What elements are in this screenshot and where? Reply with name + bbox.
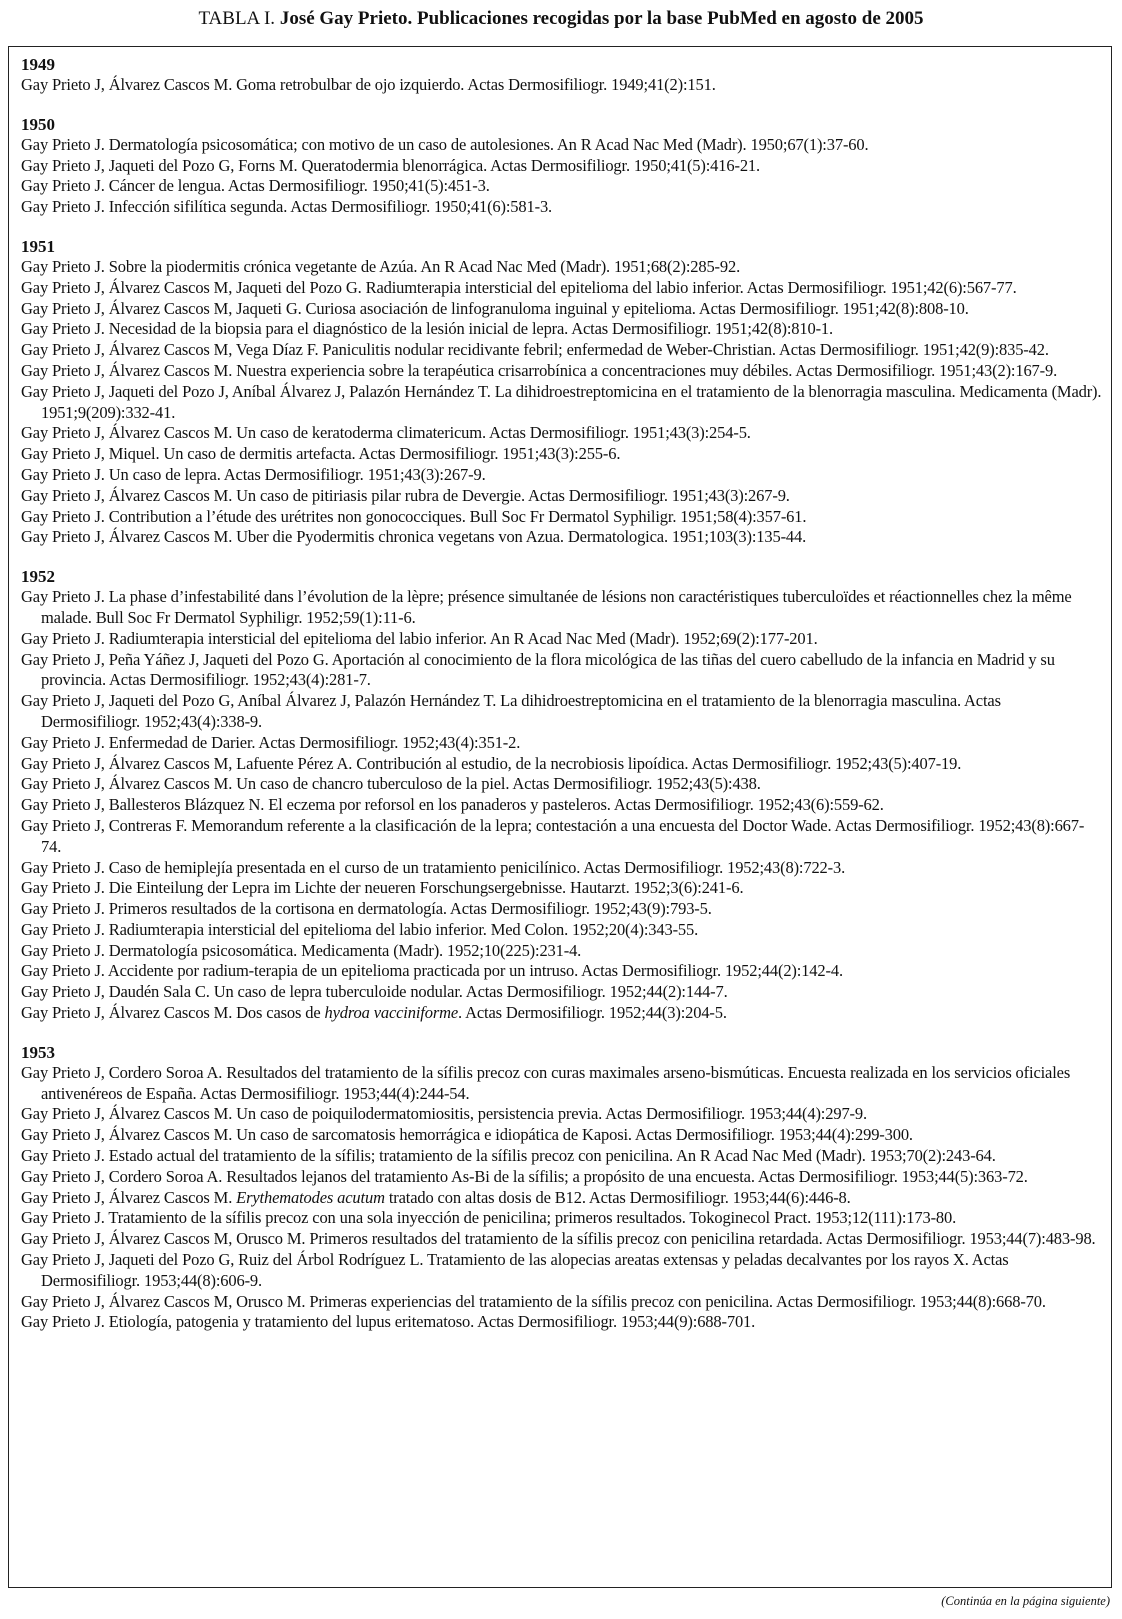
entry-text: Gay Prieto J. Tratamiento de la sífilis precoz con una sola inyección de penicilina; primeros resultados. Tokoginecol Pract. 1953;12(111):173-80. (21, 1208, 957, 1228)
publication-entry (21, 135, 1103, 156)
entry-text: Gay Prieto J, Álvarez Cascos M. Un caso de sarcomatosis hemorrágica e idiopática de Kaposi. Actas Dermosifiliogr. 1953;44(4):299-300. (21, 1125, 913, 1145)
publication-entry (21, 1250, 1103, 1292)
publication-entry (21, 1104, 1103, 1125)
entry-text: Gay Prieto J. Necesidad de la biopsia para el diagnóstico de la lesión inicial de lepra. Actas Dermosifiliogr. 1951;42(8):810-1. (21, 319, 833, 339)
publication-entry (21, 156, 1103, 177)
publication-entry (21, 795, 1103, 816)
publication-entry (21, 1292, 1103, 1313)
italic-term: hydroa vacciniforme (324, 1003, 459, 1023)
table-title (0, 6, 1122, 32)
entry-text: . Actas Dermosifiliogr. 1952;44(3):204-5. (458, 1003, 727, 1023)
publication-entry (21, 629, 1103, 650)
entry-text: Gay Prieto J, Jaqueti del Pozo J, Aníbal Álvarez J, Palazón Hernández T. La dihidroestreptomicina en el tratamiento de la blenorragia masculina. Medicamenta (Madr). 1951;9(209):332-41. (21, 381, 1102, 422)
year-section-1952 (21, 567, 1103, 1024)
entry-text: Gay Prieto J, Álvarez Cascos M, Vega Díaz F. Paniculitis nodular recidivante febril; enfermedad de Weber-Christian. Actas Dermosifiliogr. 1951;42(9):835-42. (21, 340, 1049, 360)
year-heading: 1952 (21, 567, 55, 587)
entry-text: Gay Prieto J, Cordero Soroa A. Resultados del tratamiento de la sífilis precoz con curas maximales arseno-bismúticas. Encuesta realizada en los servicios oficiales antivenéreos de España. Actas Dermosifiliogr. 1953;44(4):244-54. (21, 1062, 1071, 1103)
entry-text: Gay Prieto J. Radiumterapia intersticial del epitelioma del labio inferior. An R Acad Nac Med (Madr). 1952;69(2):177-201. (21, 628, 818, 648)
publication-entry (21, 423, 1103, 444)
entry-text: Gay Prieto J. Caso de hemiplejía presentada en el curso de un tratamiento penicilínico. Actas Dermosifiliogr. 1952;43(8):722-3. (21, 857, 846, 877)
year-section-1950 (21, 115, 1103, 218)
entry-text: Gay Prieto J. Infección sifilítica segunda. Actas Dermosifiliogr. 1950;41(6):581-3. (21, 197, 553, 217)
year-heading: 1951 (21, 236, 55, 256)
table-caption: José Gay Prieto. Publicaciones recogidas por la base PubMed en agosto de 2005 (279, 8, 924, 29)
publication-entry (21, 382, 1103, 424)
publication-entry (21, 75, 1103, 96)
entry-text: Gay Prieto J, Jaqueti del Pozo G, Aníbal Álvarez J, Palazón Hernández T. La dihidroestreptomicina en el tratamiento de la blenorragia masculina. Actas Dermosifiliogr. 1952;43(4):338-9. (21, 691, 1001, 731)
publication-entry (21, 1125, 1103, 1146)
publication-entry (21, 1208, 1103, 1229)
entry-text: Gay Prieto J, Álvarez Cascos M. (21, 1187, 237, 1207)
publication-entry (21, 650, 1103, 692)
publication-entry (21, 858, 1103, 879)
entry-text: Gay Prieto J. Radiumterapia intersticial del epitelioma del labio inferior. Med Colon. 1952;20(4):343-55. (21, 919, 699, 939)
entry-text: Gay Prieto J, Álvarez Cascos M, Orusco M. Primeros resultados del tratamiento de la sífilis precoz con penicilina retardada. Actas Dermosifiliogr. 1953;44(7):483-98. (21, 1229, 1096, 1249)
entry-text: Gay Prieto J. Dermatología psicosomática. Medicamenta (Madr). 1952;10(225):231-4. (21, 940, 582, 960)
table-label: TABLA I. (198, 8, 276, 29)
entry-text: Gay Prieto J, Jaqueti del Pozo G, Forns M. Queratodermia blenorrágica. Actas Dermosifiliogr. 1950;41(5):416-21. (21, 155, 760, 175)
entry-text: Gay Prieto J. Die Einteilung der Lepra im Lichte der neueren Forschungsergebnisse. Hautarzt. 1952;3(6):241-6. (21, 878, 744, 898)
entry-text: Gay Prieto J, Miquel. Un caso de dermitis artefacta. Actas Dermosifiliogr. 1951;43(3):255-6. (21, 444, 621, 464)
italic-term: Erythematodes acutum (236, 1187, 385, 1207)
publication-entry (21, 1146, 1103, 1167)
entry-text: Gay Prieto J, Álvarez Cascos M. Dos casos de (21, 1003, 325, 1023)
entry-text: Gay Prieto J, Daudén Sala C. Un caso de lepra tuberculoide nodular. Actas Dermosifiliogr. 1952;44(2):144-7. (21, 982, 728, 1002)
publication-entry (21, 878, 1103, 899)
entry-text: Gay Prieto J, Contreras F. Memorandum referente a la clasificación de la lepra; contestación a una encuesta del Doctor Wade. Actas Dermosifiliogr. 1952;43(8):667-74. (21, 815, 1085, 856)
publication-entry (21, 299, 1103, 320)
publication-entry (21, 486, 1103, 507)
publication-entry (21, 340, 1103, 361)
publication-entry (21, 733, 1103, 754)
publication-entry (21, 465, 1103, 486)
publication-entry (21, 507, 1103, 528)
publication-entry (21, 941, 1103, 962)
entry-text: Gay Prieto J, Álvarez Cascos M, Jaqueti G. Curiosa asociación de linfogranuloma inguinal y epitelioma. Actas Dermosifiliogr. 1951;42(8):808-10. (21, 298, 969, 318)
publication-entry (21, 1188, 1103, 1209)
publication-entry (21, 257, 1103, 278)
entry-text: Gay Prieto J, Álvarez Cascos M, Jaqueti del Pozo G. Radiumterapia intersticial del epitelioma del labio inferior. Actas Dermosifiliogr. 1951;42(6):567-77. (21, 277, 1017, 297)
entry-text: Gay Prieto J. Dermatología psicosomática; con motivo de un caso de autolesiones. An R Acad Nac Med (Madr). 1950;67(1):37-60. (21, 134, 869, 154)
continuation-note: (Continúa en la página siguiente) (941, 1594, 1110, 1608)
publication-entry (21, 899, 1103, 920)
year-section-1949 (21, 55, 1103, 96)
entry-text: Gay Prieto J, Álvarez Cascos M. Goma retrobulbar de ojo izquierdo. Actas Dermosifiliogr. 1949;41(2):151. (21, 75, 716, 94)
entry-text: Gay Prieto J. Etiología, patogenia y tratamiento del lupus eritematoso. Actas Dermosifiliogr. 1953;44(9):688-701. (21, 1312, 756, 1332)
publication-entry (21, 319, 1103, 340)
publication-entry (21, 920, 1103, 941)
entry-text: Gay Prieto J. Enfermedad de Darier. Actas Dermosifiliogr. 1952;43(4):351-2. (21, 732, 521, 752)
publication-entry (21, 176, 1103, 197)
entry-text: tratado con altas dosis de B12. Actas Dermosifiliogr. 1953;44(6):446-8. (384, 1187, 851, 1207)
entry-text: Gay Prieto J, Álvarez Cascos M. Un caso de chancro tuberculoso de la piel. Actas Dermosifiliogr. 1952;43(5):438. (21, 774, 761, 794)
entry-text: Gay Prieto J. Estado actual del tratamiento de la sífilis; tratamiento de la sífilis precoz con penicilina. An R Acad Nac Med (Madr). 1953;70(2):243-64. (21, 1146, 996, 1166)
year-section-1953 (21, 1043, 1103, 1333)
entry-text: Gay Prieto J, Jaqueti del Pozo G, Ruiz del Árbol Rodríguez L. Tratamiento de las alopecias areatas extensas y peladas decalvantes por los rayos X. Actas Dermosifiliogr. 1953;44(8):606-9. (21, 1250, 1009, 1290)
publication-entry (21, 197, 1103, 218)
publication-entry (21, 754, 1103, 775)
publication-entry (21, 982, 1103, 1003)
year-heading: 1949 (21, 55, 55, 74)
publication-entry (21, 961, 1103, 982)
entry-text: Gay Prieto J, Álvarez Cascos M, Lafuente Pérez A. Contribución al estudio, de la necrobiosis lipoídica. Actas Dermosifiliogr. 1952;43(5):407-19. (21, 753, 962, 773)
year-section-1951 (21, 237, 1103, 548)
entry-text: Gay Prieto J, Peña Yáñez J, Jaqueti del Pozo G. Aportación al conocimiento de la flora micológica de las tiñas del cuero cabelludo de la infancia en Madrid y su provincia. Actas Dermosifiliogr. 1952;43(4):281-7. (21, 649, 1055, 690)
year-heading: 1950 (21, 114, 55, 134)
publication-entry (21, 1003, 1103, 1024)
entry-text: Gay Prieto J, Álvarez Cascos M. Un caso de keratoderma climatericum. Actas Dermosifiliogr. 1951;43(3):254-5. (21, 423, 751, 443)
publication-entry (21, 527, 1103, 548)
entry-text: Gay Prieto J. Accidente por radium-terapia de un epitelioma practicada por un intruso. Actas Dermosifiliogr. 1952;44(2):142-4. (21, 961, 843, 981)
publication-entry (21, 774, 1103, 795)
publication-entry (21, 444, 1103, 465)
entry-text: Gay Prieto J, Álvarez Cascos M. Un caso de poiquilodermatomiositis, persistencia previa. Actas Dermosifiliogr. 1953;44(4):297-9. (21, 1104, 867, 1124)
entry-text: Gay Prieto J. La phase d’infestabilité dans l’évolution de la lèpre; présence simultanée de lésions non caractéristiques tuberculoïdes et réactionnelles chez la même malade. Bull Soc Fr Dermatol Syphiligr. 1952;59(1):11-6. (21, 587, 1072, 627)
publication-entry (21, 816, 1103, 858)
publication-entry (21, 691, 1103, 733)
entry-text: Gay Prieto J. Primeros resultados de la cortisona en dermatología. Actas Dermosifiliogr. 1952;43(9):793-5. (21, 899, 712, 919)
entry-text: Gay Prieto J, Cordero Soroa A. Resultados lejanos del tratamiento As-Bi de la sífilis; a propósito de una encuesta. Actas Dermosifiliogr. 1953;44(5):363-72. (21, 1166, 1028, 1186)
entry-text: Gay Prieto J. Sobre la piodermitis crónica vegetante de Azúa. An R Acad Nac Med (Madr). 1951;68(2):285-92. (21, 256, 741, 276)
entry-text: Gay Prieto J. Un caso de lepra. Actas Dermosifiliogr. 1951;43(3):267-9. (21, 464, 486, 484)
publication-entry (21, 1312, 1103, 1333)
entry-text: Gay Prieto J, Ballesteros Blázquez N. El eczema por reforsol en los panaderos y pasteleros. Actas Dermosifiliogr. 1952;43(6):559-62. (21, 795, 884, 815)
entry-text: Gay Prieto J, Álvarez Cascos M. Nuestra experiencia sobre la terapéutica crisarrobínica a concentraciones muy débiles. Actas Dermosifiliogr. 1951;43(2):167-9. (21, 360, 1058, 380)
publications-table (8, 46, 1112, 1588)
year-heading: 1953 (21, 1042, 55, 1062)
publication-entry (21, 1167, 1103, 1188)
publication-entry (21, 1229, 1103, 1250)
entry-text: Gay Prieto J, Álvarez Cascos M. Un caso de pitiriasis pilar rubra de Devergie. Actas Dermosifiliogr. 1951;43(3):267-9. (21, 485, 790, 505)
entry-text: Gay Prieto J. Cáncer de lengua. Actas Dermosifiliogr. 1950;41(5):451-3. (21, 176, 490, 196)
entry-text: Gay Prieto J, Álvarez Cascos M. Uber die Pyodermitis chronica vegetans von Azua. Dermatologica. 1951;103(3):135-44. (21, 527, 807, 547)
publication-entry (21, 361, 1103, 382)
entry-text: Gay Prieto J. Contribution a l’étude des urétrites non gonococciques. Bull Soc Fr Dermatol Syphiligr. 1951;58(4):357-61. (21, 506, 807, 526)
publication-entry (21, 278, 1103, 299)
entry-text: Gay Prieto J, Álvarez Cascos M, Orusco M. Primeras experiencias del tratamiento de la sífilis precoz con penicilina. Actas Dermosifiliogr. 1953;44(8):668-70. (21, 1291, 1046, 1311)
publication-entry (21, 1063, 1103, 1105)
publication-entry (21, 587, 1103, 629)
